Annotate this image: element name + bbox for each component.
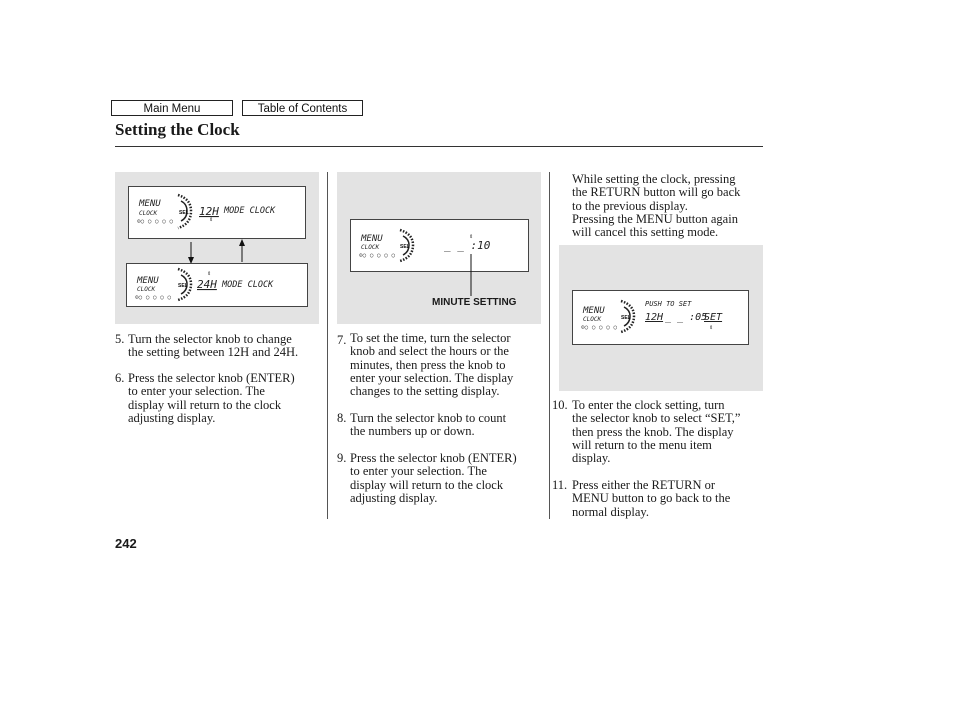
lcd-dots: ⊙○ ○ ○ ○ ○: [359, 252, 396, 259]
step-5: [115, 333, 320, 363]
illustration-12h-24h: [115, 172, 319, 324]
main-menu-button[interactable]: Main Menu: [111, 100, 233, 116]
text-line: adjusting display.: [128, 410, 216, 425]
lcd-set-text: SET: [704, 312, 723, 323]
step-number: 10.: [552, 398, 568, 412]
lcd-clock-text: CLOCK: [583, 316, 602, 323]
text-line: the RETURN button will go back: [572, 185, 741, 200]
text-line: display will return to the clock: [350, 477, 504, 492]
step-6: [115, 372, 320, 428]
text-line: the setting between 12H and 24H.: [128, 345, 299, 360]
text-line: changes to the setting display.: [350, 384, 500, 399]
text-line: Press the selector knob (ENTER): [128, 371, 295, 385]
lcd-dots: ⊙○ ○ ○ ○ ○: [581, 324, 618, 331]
text-line: knob and select the hours or the: [350, 344, 509, 359]
sel-label: SEL: [400, 244, 410, 250]
cursor-icon: ⇕: [209, 218, 214, 223]
text-line: the numbers up or down.: [350, 424, 475, 439]
lcd-menu-text: MENU: [139, 199, 161, 209]
text-line: Press either the RETURN or: [572, 478, 716, 492]
text-line: minutes, then press the knob to: [350, 357, 506, 372]
lcd-display-24h: [126, 263, 308, 307]
illustration-minute-setting: [337, 172, 541, 324]
text-line: MENU button to go back to the: [572, 491, 731, 506]
step-number: 6.: [115, 371, 125, 385]
lcd-24h-text: 24H: [197, 278, 217, 291]
text-line: Press the selector knob (ENTER): [350, 451, 517, 465]
step-number: 5.: [115, 332, 125, 346]
title-rule: [115, 146, 763, 147]
sel-label: SEL: [179, 210, 189, 216]
text-line: the selector knob to select “SET,”: [572, 411, 741, 426]
lcd-set-graphic: [573, 291, 748, 344]
cursor-icon: ⇕: [469, 235, 474, 240]
page-number: 242: [115, 536, 137, 551]
step-number: 11.: [552, 478, 568, 492]
lcd-12h-text: 12H: [199, 205, 219, 218]
text-line: Pressing the MENU button again: [572, 211, 738, 226]
step-8: [337, 412, 542, 442]
lcd-mode-clock-text: MODE CLOCK: [222, 280, 274, 290]
step-number: 9.: [337, 451, 347, 465]
step-9: [337, 452, 542, 508]
step-11: [552, 479, 767, 521]
text-line: display.: [572, 451, 611, 466]
minute-setting-label: MINUTE SETTING: [432, 297, 517, 308]
lcd-display-set: [572, 290, 749, 345]
lcd-dots: ⊙○ ○ ○ ○ ○: [137, 218, 174, 225]
text-line: display will return to the clock: [128, 397, 282, 412]
text-line: to the previous display.: [572, 198, 688, 213]
step-number: 7.: [337, 333, 347, 347]
step-7: [337, 332, 542, 402]
step-10: [552, 399, 767, 469]
lcd-clock-text: CLOCK: [139, 210, 158, 217]
text-line: will return to the menu item: [572, 437, 712, 452]
sel-label: SEL: [621, 315, 631, 321]
lcd-dots: ⊙○ ○ ○ ○ ○: [135, 294, 172, 301]
page-title: Setting the Clock: [115, 120, 240, 139]
lcd-time-text: _ _ :10: [444, 239, 491, 252]
text-line: then press the knob. The display: [572, 424, 734, 439]
step-number: 8.: [337, 411, 347, 425]
text-line: While setting the clock, pressing: [572, 172, 736, 186]
lcd-set-time-text: _ _ :05: [665, 312, 708, 323]
lcd-mode-clock-text: MODE CLOCK: [224, 206, 276, 216]
lcd-menu-text: MENU: [583, 306, 605, 316]
return-menu-note: [572, 173, 767, 239]
table-of-contents-button[interactable]: Table of Contents: [242, 100, 363, 116]
text-line: To set the time, turn the selector: [350, 331, 511, 345]
text-line: Turn the selector knob to change: [128, 332, 292, 346]
text-line: to enter your selection. The: [350, 464, 487, 479]
illustration-push-to-set: [559, 245, 763, 391]
lcd-menu-text: MENU: [137, 276, 159, 286]
lcd-menu-text: MENU: [361, 234, 383, 244]
lcd-clock-text: CLOCK: [361, 244, 380, 251]
lcd-clock-text: CLOCK: [137, 286, 156, 293]
selector-knob-icon: [178, 269, 191, 300]
text-line: To enter the clock setting, turn: [572, 398, 725, 412]
text-line: normal display.: [572, 504, 649, 519]
lcd-push-to-set-text: PUSH TO SET: [645, 300, 692, 308]
text-line: adjusting display.: [350, 490, 438, 505]
cursor-icon: ⇕: [709, 326, 714, 331]
cursor-icon: ⇕: [207, 272, 212, 277]
column-divider-1: [327, 172, 328, 519]
lcd-set-12h-text: 12H: [645, 312, 664, 323]
sel-label: SEL: [178, 283, 188, 289]
selector-knob-icon: [621, 301, 634, 332]
text-line: enter your selection. The display: [350, 370, 514, 385]
text-line: will cancel this setting mode.: [572, 225, 719, 240]
column-divider-2: [549, 172, 550, 519]
text-line: Turn the selector knob to count: [350, 411, 507, 425]
lcd-24h-graphic: [127, 264, 307, 306]
text-line: to enter your selection. The: [128, 384, 265, 399]
